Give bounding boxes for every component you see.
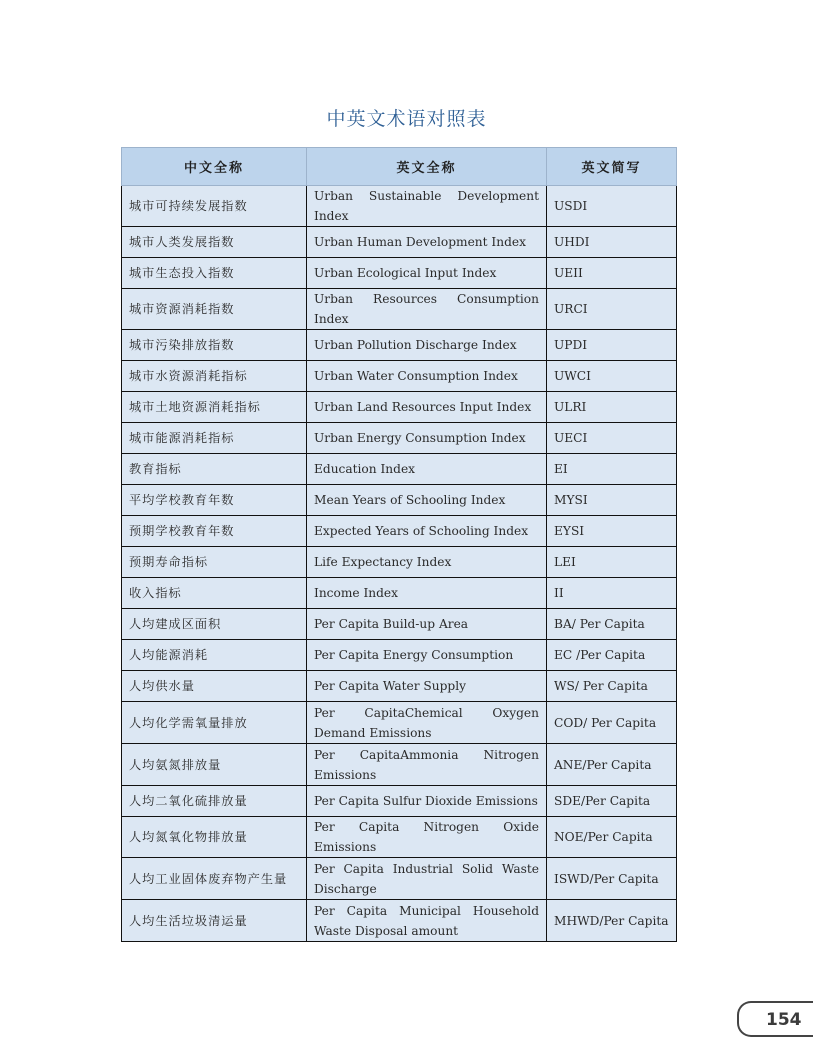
table-row [122, 423, 677, 454]
chinese-term-cell: 人均生活垃圾清运量 [122, 900, 307, 942]
header-english-abbreviation: 英文简写 [547, 148, 677, 186]
english-term-cell: Education Index [307, 454, 547, 485]
abbreviation-cell: ULRI [547, 392, 677, 423]
chinese-term-cell: 城市土地资源消耗指标 [122, 392, 307, 423]
table-row [122, 744, 677, 786]
table-row [122, 609, 677, 640]
page-number: 154 [766, 1010, 802, 1030]
abbreviation-cell: LEI [547, 547, 677, 578]
abbreviation-cell: EI [547, 454, 677, 485]
abbreviation-cell: MHWD/Per Capita [547, 900, 677, 942]
table-row [122, 858, 677, 900]
abbreviation-cell: UPDI [547, 330, 677, 361]
english-term-cell: Per Capita Sulfur Dioxide Emissions [307, 786, 547, 817]
table-row [122, 258, 677, 289]
abbreviation-cell: URCI [547, 289, 677, 330]
chinese-term-cell: 预期寿命指标 [122, 547, 307, 578]
english-term-cell: Per CapitaChemical Oxygen Demand Emissions [307, 702, 547, 744]
english-term-cell: Expected Years of Schooling Index [307, 516, 547, 547]
abbreviation-cell: EYSI [547, 516, 677, 547]
abbreviation-cell: SDE/Per Capita [547, 786, 677, 817]
abbreviation-cell: UECI [547, 423, 677, 454]
english-term-cell: Urban Ecological Input Index [307, 258, 547, 289]
chinese-term-cell: 人均供水量 [122, 671, 307, 702]
abbreviation-cell: BA/ Per Capita [547, 609, 677, 640]
table-row [122, 578, 677, 609]
chinese-term-cell: 城市污染排放指数 [122, 330, 307, 361]
chinese-term-cell: 人均能源消耗 [122, 640, 307, 671]
page-title: 中英文术语对照表 [326, 108, 487, 130]
abbreviation-cell: USDI [547, 186, 677, 227]
chinese-term-cell: 教育指标 [122, 454, 307, 485]
english-term-cell: Urban Water Consumption Index [307, 361, 547, 392]
chinese-term-cell: 人均二氧化硫排放量 [122, 786, 307, 817]
table-row [122, 330, 677, 361]
english-term-cell: Urban Sustainable Development Index [307, 186, 547, 227]
abbreviation-cell: WS/ Per Capita [547, 671, 677, 702]
header-english-full-name: 英文全称 [307, 148, 547, 186]
abbreviation-cell: ISWD/Per Capita [547, 858, 677, 900]
chinese-term-cell: 平均学校教育年数 [122, 485, 307, 516]
chinese-term-cell: 人均工业固体废弃物产生量 [122, 858, 307, 900]
abbreviation-cell: COD/ Per Capita [547, 702, 677, 744]
table-row [122, 671, 677, 702]
chinese-term-cell: 城市资源消耗指数 [122, 289, 307, 330]
table-row [122, 900, 677, 942]
english-term-cell: Per Capita Water Supply [307, 671, 547, 702]
english-term-cell: Per Capita Energy Consumption [307, 640, 547, 671]
english-term-cell: Income Index [307, 578, 547, 609]
english-term-cell: Per Capita Nitrogen Oxide Emissions [307, 817, 547, 858]
chinese-term-cell: 人均建成区面积 [122, 609, 307, 640]
table-row [122, 289, 677, 330]
english-term-cell: Urban Energy Consumption Index [307, 423, 547, 454]
chinese-term-cell: 预期学校教育年数 [122, 516, 307, 547]
table-row [122, 817, 677, 858]
chinese-term-cell: 收入指标 [122, 578, 307, 609]
english-term-cell: Urban Resources Consumption Index [307, 289, 547, 330]
table-body [122, 186, 677, 942]
table-row [122, 516, 677, 547]
abbreviation-cell: NOE/Per Capita [547, 817, 677, 858]
table-row [122, 702, 677, 744]
chinese-term-cell: 人均氮氧化物排放量 [122, 817, 307, 858]
english-term-cell: Urban Human Development Index [307, 227, 547, 258]
abbreviation-cell: EC /Per Capita [547, 640, 677, 671]
chinese-term-cell: 城市人类发展指数 [122, 227, 307, 258]
table-row [122, 227, 677, 258]
english-term-cell: Urban Pollution Discharge Index [307, 330, 547, 361]
abbreviation-cell: MYSI [547, 485, 677, 516]
chinese-term-cell: 城市可持续发展指数 [122, 186, 307, 227]
english-term-cell: Per Capita Municipal Household Waste Disposal amount [307, 900, 547, 942]
english-term-cell: Urban Land Resources Input Index [307, 392, 547, 423]
abbreviation-cell: UHDI [547, 227, 677, 258]
english-term-cell: Per CapitaAmmonia Nitrogen Emissions [307, 744, 547, 786]
table-row [122, 485, 677, 516]
chinese-term-cell: 城市水资源消耗指标 [122, 361, 307, 392]
english-term-cell: Per Capita Industrial Solid Waste Discharge [307, 858, 547, 900]
chinese-term-cell: 人均氨氮排放量 [122, 744, 307, 786]
glossary-table [121, 147, 677, 942]
abbreviation-cell: UWCI [547, 361, 677, 392]
table-row [122, 640, 677, 671]
table-row [122, 392, 677, 423]
chinese-term-cell: 城市生态投入指数 [122, 258, 307, 289]
table-row [122, 361, 677, 392]
chinese-term-cell: 人均化学需氧量排放 [122, 702, 307, 744]
table-row [122, 547, 677, 578]
table-row [122, 786, 677, 817]
english-term-cell: Per Capita Build-up Area [307, 609, 547, 640]
abbreviation-cell: ANE/Per Capita [547, 744, 677, 786]
english-term-cell: Mean Years of Schooling Index [307, 485, 547, 516]
header-chinese-full-name: 中文全称 [122, 148, 307, 186]
abbreviation-cell: UEII [547, 258, 677, 289]
table-row [122, 186, 677, 227]
abbreviation-cell: II [547, 578, 677, 609]
chinese-term-cell: 城市能源消耗指标 [122, 423, 307, 454]
table-header-row [122, 148, 677, 186]
english-term-cell: Life Expectancy Index [307, 547, 547, 578]
table-row [122, 454, 677, 485]
